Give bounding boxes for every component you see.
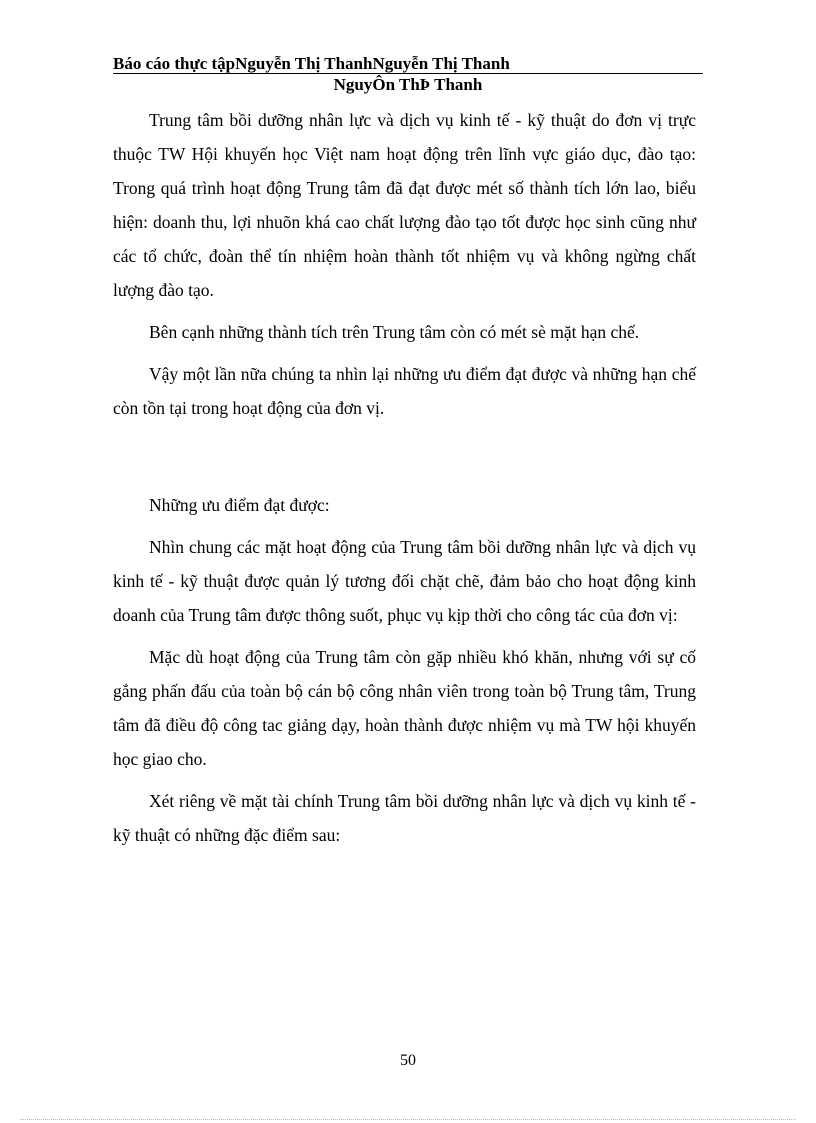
header-subtitle: NguyÔn ThÞ Thanh <box>333 75 483 94</box>
page-number: 50 <box>400 1052 416 1069</box>
paragraph: Vậy một lần nữa chúng ta nhìn lại những ưu điểm đạt được và những hạn chế còn tồn tại trong hoạt động của đơn vị. <box>113 364 696 418</box>
paragraph: Mặc dù hoạt động của Trung tâm còn gặp nhiều khó khăn, nhưng với sự cố gắng phấn đấu của toàn bộ cán bộ công nhân viên trong toàn bộ Trung tâm, Trung tâm đã điều độ công tac giảng dạy, hoàn thành được nhiệm vụ mà TW hội khuyến học giao cho. <box>113 647 696 769</box>
paragraph: Xét riêng về mặt tài chính Trung tâm bồi dưỡng nhân lực và dịch vụ kinh tế - kỹ thuật có những đặc điểm sau: <box>113 791 696 845</box>
section-heading: Những ưu điểm đạt được: <box>149 495 330 515</box>
paragraph: Trung tâm bồi dưỡng nhân lực và dịch vụ kinh tế - kỹ thuật do đơn vị trực thuộc TW Hội khuyến học Việt nam hoạt động trên lĩnh vực giáo dục, đào tạo: Trong quá trình hoạt động Trung tâm đã đạt được mét số thành tích lớn lao, biểu hiện: doanh thu, lợi nhuõn khá cao chất lượng đào tạo tốt được học sinh cũng như các tổ chức, đoàn thể tín nhiệm hoàn thành tốt nhiệm vụ và không ngừng chất lượng đào tạo. <box>113 110 696 300</box>
page-header <box>113 54 703 74</box>
body-text-top <box>113 103 696 425</box>
header-title: Báo cáo thực tậpNguyễn Thị ThanhNguyễn Thị Thanh <box>113 54 510 73</box>
body-text-bottom <box>113 488 696 852</box>
paragraph: Bên cạnh những thành tích trên Trung tâm còn có mét sè mặt hạn chế. <box>149 322 640 342</box>
page-bottom-divider <box>20 1119 796 1120</box>
paragraph: Nhìn chung các mặt hoạt động của Trung tâm bồi dưỡng nhân lực và dịch vụ kinh tế - kỹ thuật được quản lý tương đối chặt chẽ, đảm bảo cho hoạt động kinh doanh của Trung tâm được thông suốt, phục vụ kịp thời cho công tác của đơn vị: <box>113 537 696 625</box>
